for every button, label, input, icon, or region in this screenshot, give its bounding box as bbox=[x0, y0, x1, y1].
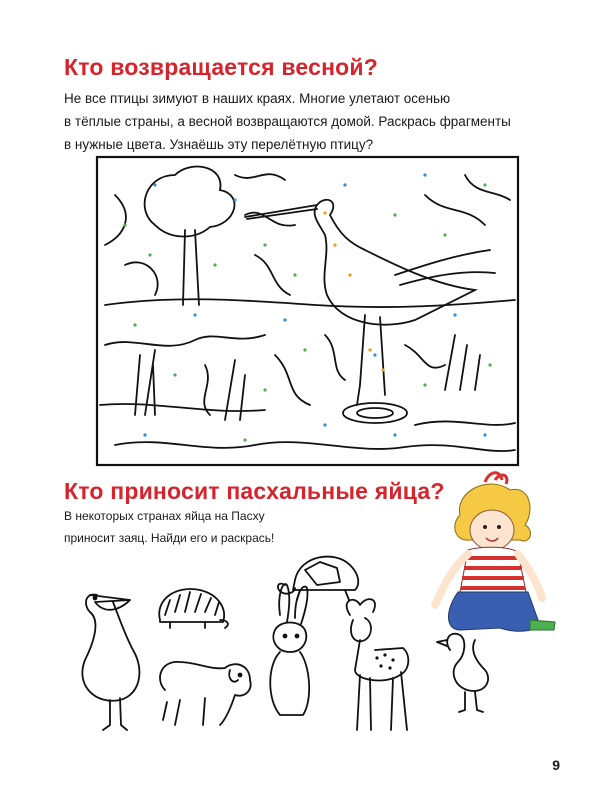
intro-line: приносит заяц. Найди его и раскрась! bbox=[64, 531, 275, 545]
pelican-outline bbox=[82, 595, 139, 730]
section-title-easter: Кто приносит пасхальные яйца? bbox=[64, 478, 445, 504]
deer-outline bbox=[347, 599, 409, 730]
section-title-spring: Кто возвращается весной? bbox=[64, 54, 379, 80]
turtle-outline bbox=[278, 557, 358, 600]
intro-line: в тёплые страны, а весной возвращаются домой. Раскрась фрагменты bbox=[64, 114, 511, 129]
hedgehog-outline bbox=[159, 589, 228, 628]
page-number: 9 bbox=[552, 757, 560, 773]
rabbit-outline bbox=[270, 584, 309, 715]
stork-color-by-dot-puzzle[interactable] bbox=[95, 155, 520, 467]
duck-outline bbox=[437, 634, 488, 712]
section-intro-spring bbox=[64, 87, 564, 156]
intro-line: В некоторых странах яйца на Пасху bbox=[64, 509, 265, 523]
animals-illustration[interactable] bbox=[55, 540, 495, 745]
puppy-outline bbox=[160, 662, 251, 725]
intro-line: Не все птицы зимуют в наших краях. Многие улетают осенью bbox=[64, 91, 451, 106]
intro-line: в нужные цвета. Узнаёшь эту перелётную птицу? bbox=[64, 137, 374, 152]
